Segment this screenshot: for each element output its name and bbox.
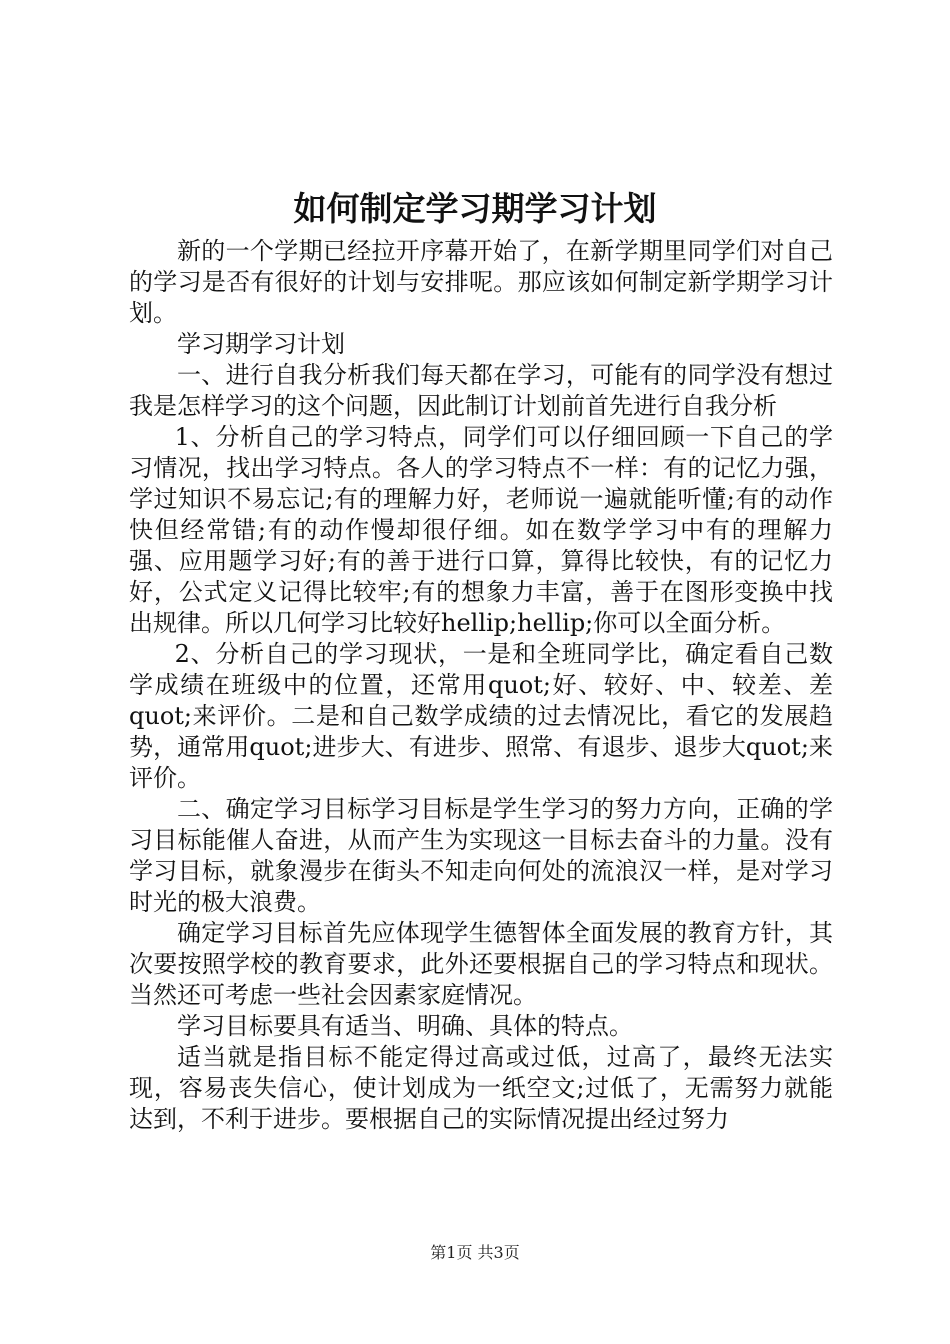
paragraph-goal-principles: 确定学习目标首先应体现学生德智体全面发展的教育方针，其次要按照学校的教育要求，此外还要根据自己的学习特点和现状。当然还可考虑一些社会因素家庭情况。 [129,919,833,1009]
document-body [129,236,833,1135]
paragraph-goal-appropriate: 适当就是指目标不能定得过高或过低，过高了，最终无法实现，容易丧失信心，使计划成为一纸空文;过低了，无需努力就能达到，不利于进步。要根据自己的实际情况提出经过努力 [129,1043,833,1133]
paragraph-subheading: 学习期学习计划 [177,330,345,358]
document-title: 如何制定学习期学习计划 [293,189,657,228]
paragraph-point-two: 2、分析自己的学习现状，一是和全班同学比，确定看自己数学成绩在班级中的位置，还常用quot;好、较好、中、较差、差quot;来评价。二是和自己数学成绩的过去情况比，看它的发展趋势，通常用quot;进步大、有进步、照常、有退步、退步大quot;来评价。 [129,640,833,792]
paragraph-section-one: 一、进行自我分析我们每天都在学习，可能有的同学没有想过我是怎样学习的这个问题，因此制订计划前首先进行自我分析 [129,361,833,420]
page-footer: 第1页 共3页 [430,1243,520,1262]
paragraph-point-one: 1、分析自己的学习特点，同学们可以仔细回顾一下自己的学习情况，找出学习特点。各人的学习特点不一样：有的记忆力强，学过知识不易忘记;有的理解力好，老师说一遍就能听懂;有的动作快但经常错;有的动作慢却很仔细。如在数学学习中有的理解力强、应用题学习好;有的善于进行口算，算得比较快，有的记忆力好，公式定义记得比较牢;有的想象力丰富，善于在图形变换中找出规律。所以几何学习比较好hellip;hellip;你可以全面分析。 [129,423,833,637]
paragraph-section-two: 二、确定学习目标学习目标是学生学习的努力方向，正确的学习目标能催人奋进，从而产生为实现这一目标去奋斗的力量。没有学习目标，就象漫步在街头不知走向何处的流浪汉一样，是对学习时光的极大浪费。 [129,795,833,916]
paragraph-intro: 新的一个学期已经拉开序幕开始了，在新学期里同学们对自己的学习是否有很好的计划与安排呢。那应该如何制定新学期学习计划。 [129,237,833,327]
paragraph-goal-features: 学习目标要具有适当、明确、具体的特点。 [177,1012,633,1040]
